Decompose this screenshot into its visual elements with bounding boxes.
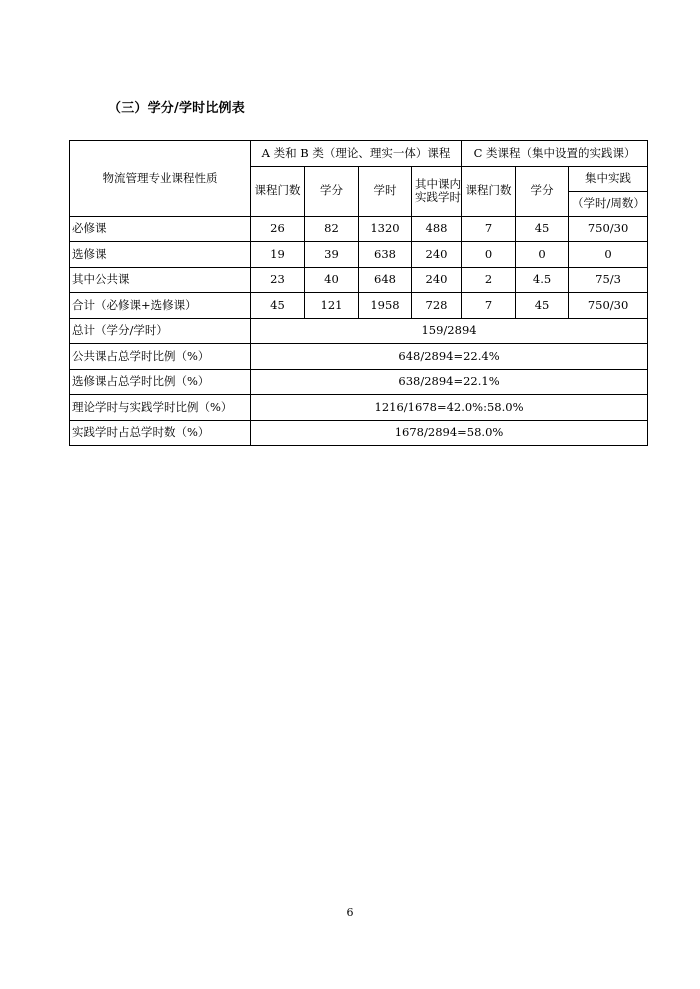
credit-hour-ratio-table bbox=[69, 140, 648, 446]
cell: 0 bbox=[569, 242, 648, 268]
cell: 0 bbox=[462, 242, 516, 268]
cell: 648 bbox=[359, 267, 412, 293]
cell: 240 bbox=[412, 242, 462, 268]
table-row bbox=[70, 242, 648, 268]
cell: 26 bbox=[251, 216, 305, 242]
row-label: 必修课 bbox=[70, 216, 251, 242]
table-row bbox=[70, 267, 648, 293]
summary-value: 159/2894 bbox=[251, 318, 648, 344]
table-row bbox=[70, 216, 648, 242]
header-c-credit: 学分 bbox=[516, 166, 569, 216]
cell: 728 bbox=[412, 293, 462, 319]
summary-row bbox=[70, 344, 648, 370]
cell: 750/30 bbox=[569, 216, 648, 242]
cell: 2 bbox=[462, 267, 516, 293]
header-ab-practice-hours bbox=[412, 166, 462, 216]
section-title: （三）学分/学时比例表 bbox=[108, 101, 245, 116]
cell: 39 bbox=[305, 242, 359, 268]
cell: 0 bbox=[516, 242, 569, 268]
cell: 75/3 bbox=[569, 267, 648, 293]
cell: 45 bbox=[516, 293, 569, 319]
summary-label: 实践学时占总学时数（%） bbox=[70, 420, 251, 446]
header-c-course-count: 课程门数 bbox=[462, 166, 516, 216]
cell: 4.5 bbox=[516, 267, 569, 293]
summary-value: 648/2894=22.4% bbox=[251, 344, 648, 370]
cell: 750/30 bbox=[569, 293, 648, 319]
cell: 1958 bbox=[359, 293, 412, 319]
row-label: 选修课 bbox=[70, 242, 251, 268]
cell: 23 bbox=[251, 267, 305, 293]
cell: 19 bbox=[251, 242, 305, 268]
cell: 45 bbox=[251, 293, 305, 319]
cell: 82 bbox=[305, 216, 359, 242]
header-course-nature: 物流管理专业课程性质 bbox=[70, 141, 251, 217]
header-row-1 bbox=[70, 141, 648, 167]
cell: 45 bbox=[516, 216, 569, 242]
summary-label: 理论学时与实践学时比例（%） bbox=[70, 395, 251, 421]
table-row bbox=[70, 293, 648, 319]
summary-value: 638/2894=22.1% bbox=[251, 369, 648, 395]
summary-label: 选修课占总学时比例（%） bbox=[70, 369, 251, 395]
summary-label: 总计（学分/学时） bbox=[70, 318, 251, 344]
summary-label: 公共课占总学时比例（%） bbox=[70, 344, 251, 370]
summary-value: 1216/1678=42.0%:58.0% bbox=[251, 395, 648, 421]
summary-row bbox=[70, 318, 648, 344]
header-c-concentrated-unit: （学时/周数） bbox=[569, 191, 648, 216]
header-c-concentrated: 集中实践 bbox=[569, 166, 648, 191]
header-ab-practice-hours-line2: 实践学时 bbox=[415, 190, 461, 204]
cell: 638 bbox=[359, 242, 412, 268]
cell: 7 bbox=[462, 216, 516, 242]
row-label: 其中公共课 bbox=[70, 267, 251, 293]
header-ab-practice-hours-line1: 其中课内 bbox=[415, 176, 461, 191]
cell: 121 bbox=[305, 293, 359, 319]
header-group-c: C 类课程（集中设置的实践课） bbox=[462, 141, 648, 167]
cell: 7 bbox=[462, 293, 516, 319]
cell: 240 bbox=[412, 267, 462, 293]
cell: 40 bbox=[305, 267, 359, 293]
header-ab-course-count: 课程门数 bbox=[251, 166, 305, 216]
cell: 488 bbox=[412, 216, 462, 242]
summary-row bbox=[70, 395, 648, 421]
header-ab-credit: 学分 bbox=[305, 166, 359, 216]
summary-row bbox=[70, 369, 648, 395]
header-group-ab: A 类和 B 类（理论、理实一体）课程 bbox=[251, 141, 462, 167]
summary-value: 1678/2894=58.0% bbox=[251, 420, 648, 446]
summary-row bbox=[70, 420, 648, 446]
header-ab-hours: 学时 bbox=[359, 166, 412, 216]
cell: 1320 bbox=[359, 216, 412, 242]
page-number: 6 bbox=[346, 906, 354, 919]
row-label: 合计（必修课+选修课） bbox=[70, 293, 251, 319]
